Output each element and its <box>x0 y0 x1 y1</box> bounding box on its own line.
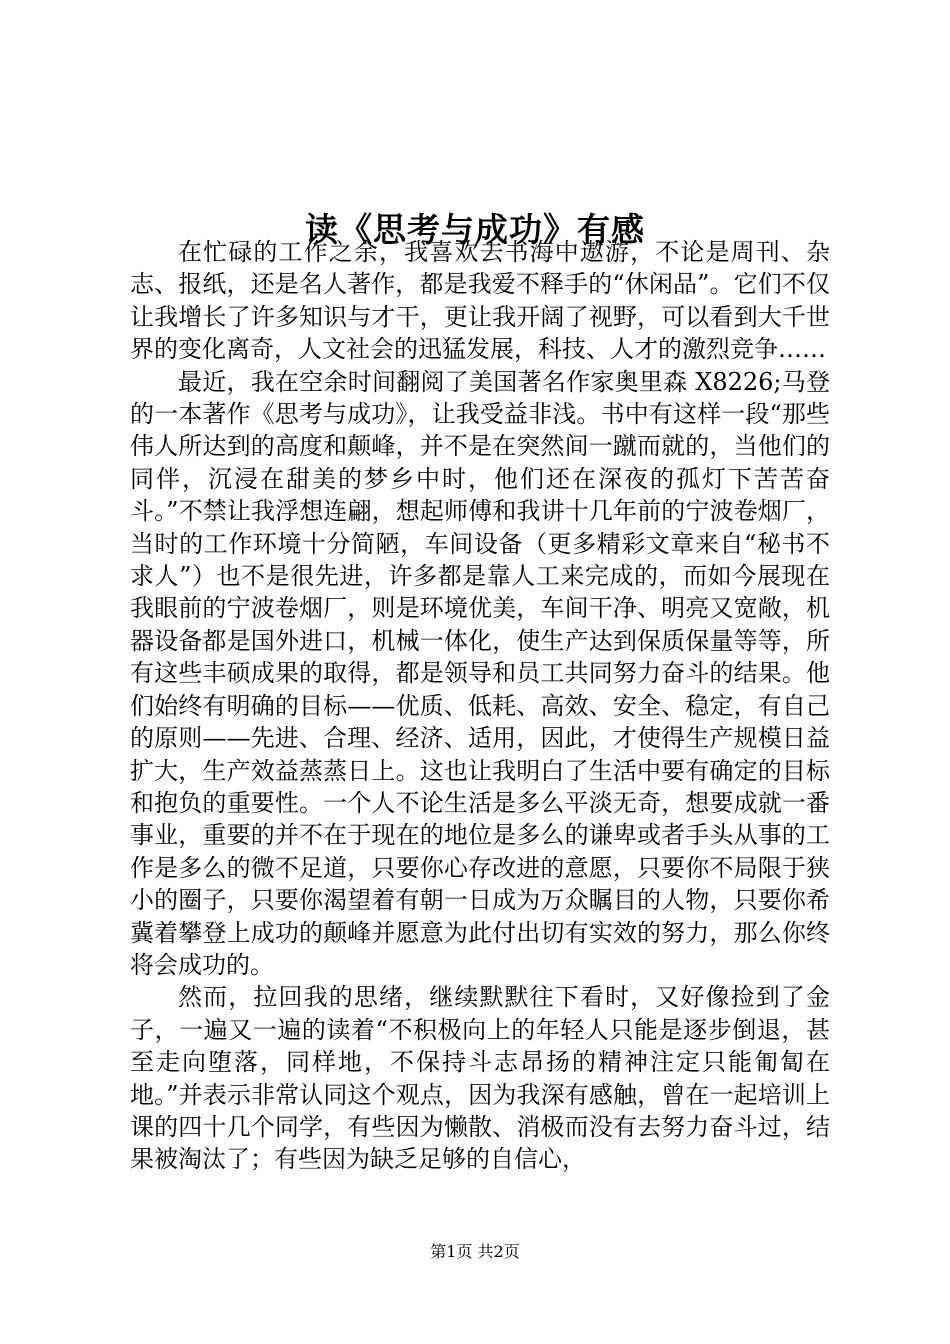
document-body <box>130 236 830 1176</box>
paragraph-1: 在忙碌的工作之余，我喜欢去书海中遨游，不论是周刊、杂志、报纸，还是名人著作，都是我爱不释手的“休闲品”。它们不仅让我增长了许多知识与才干，更让我开阔了视野，可以看到大千世界的变化离奇，人文社会的迅猛发展，科技、人才的激烈竞争…… <box>130 238 830 364</box>
document-title: 读《思考与成功》有感 <box>305 210 645 250</box>
page-footer: 第1页 共2页 <box>430 1242 520 1261</box>
paragraph-2: 最近，我在空余时间翻阅了美国著名作家奥里森 X8226;马登的一本著作《思考与成功》，让我受益非浅。书中有这样一段“那些伟人所达到的高度和颠峰，并不是在突然间一蹴而就的，当他们的同伴，沉浸在甜美的梦乡中时，他们还在深夜的孤灯下苦苦奋斗。”不禁让我浮想连翩，想起师傅和我讲十几年前的宁波卷烟厂，当时的工作环境十分简陋，车间设备（更多精彩文章来自“秘书不求人”）也不是很先进，许多都是靠人工来完成的，而如今展现在我眼前的宁波卷烟厂，则是环境优美，车间干净、明亮又宽敞，机器设备都是国外进口，机械一体化，使生产达到保质保量等等，所有这些丰硕成果的取得，都是领导和员工共同努力奋斗的结果。他们始终有明确的目标——优质、低耗、高效、安全、稳定，有自己的原则——先进、合理、经济、适用，因此，才使得生产规模日益扩大，生产效益蒸蒸日上。这也让我明白了生活中要有确定的目标和抱负的重要性。一个人不论生活是多么平淡无奇，想要成就一番事业，重要的并不在于现在的地位是多么的谦卑或者手头从事的工作是多么的微不足道，只要你心存改进的意愿，只要你不局限于狭小的圈子，只要你渴望着有朝一日成为万众瞩目的人物，只要你希冀着攀登上成功的颠峰并愿意为此付出切有实效的努力，那么你终将会成功的。 <box>130 367 830 979</box>
paragraph-3: 然而，拉回我的思绪，继续默默往下看时，又好像捡到了金子，一遍又一遍的读着“不积极向上的年轻人只能是逐步倒退，甚至走向堕落，同样地，不保持斗志昂扬的精神注定只能匍匐在地。”并表示非常认同这个观点，因为我深有感触，曾在一起培训上课的四十几个同学，有些因为懒散、消极而没有去努力奋斗过，结果被淘汰了；有些因为缺乏足够的自信心， <box>130 983 830 1174</box>
